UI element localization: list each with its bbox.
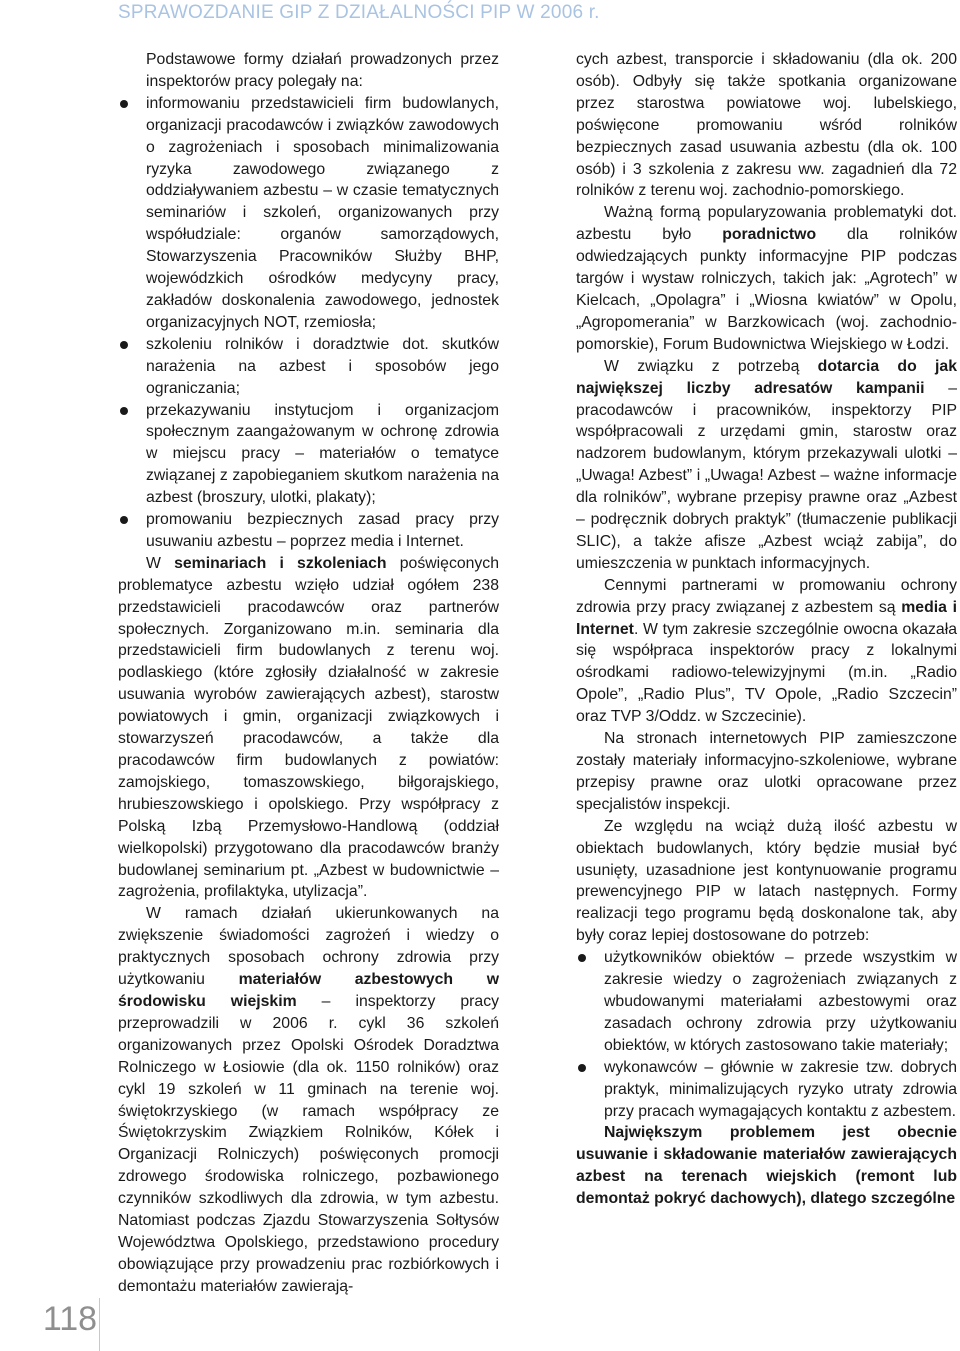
bold-phrase: media i Internet — [576, 598, 957, 638]
advisory-paragraph: Ważną formą popularyzowania problematyki dot. azbestu było poradnictwo dla rolników odwiedzających punkty informacyjne PIP podczas targów i wystaw rolniczych, takich jak: „Agrotech” w Kielcach, „Opolagra” i „Wiosna kwiatów” w Opolu, „Agropomerania” w Barzkowicach (woj. zachodnio-pomorskie), Forum Budownictwa Wiejskiego w Łodzi. — [576, 204, 957, 353]
needs-list — [576, 947, 957, 1122]
page-header: SPRAWOZDANIE GIP Z DZIAŁALNOŚCI PIP W 2006 r. — [118, 2, 600, 23]
page-number: 118 — [42, 1299, 98, 1338]
bold-phrase: materiałów azbestowych w środowisku wiejskim — [118, 971, 499, 1010]
seminars-paragraph: W seminariach i szkoleniach poświęconych problematyce azbestu wzięło udział ogółem 238 przedstawicieli pracodawców oraz partnerów społecznych. Zorganizowano m.in. seminaria dla przedstawicieli firm budowlanych z terenu woj. podlaskiego (które zgłosiły działalność w zakresie usuwania wyrobów zawierających azbest), starostw powiatowych i gmin, organizacji związkowych i stowarzyszeń pracodawców, a także dla pracodawców firm budowlanych z powiatów: zamojskiego, tomaszowskiego, biłgorajskiego, hrubieszowskiego i opolskiego. Przy współpracy z Polską Izbą Przemysłowo-Handlową (oddział wielkopolski) przygotowano dla pracodawców branży budowlanej seminarium pt. „Azbest w budownictwie – zagrożenia, profilaktyka, utylizacja”. — [118, 554, 499, 901]
forms-list — [118, 93, 499, 553]
intro-paragraph: Podstawowe formy działań prowadzonych przez inspektorów pracy polegały na: — [146, 51, 499, 90]
rural-training-paragraph: W ramach działań ukierunkowanych na zwiększenie świadomości zagrożeń i wiedzy o praktycznych sposobach ochrony zdrowia przy użytkowaniu materiałów azbestowych w środowisku wiejskim – inspektorzy pracy przeprowadzili w 2006 r. cykl 36 szkoleń organizowanych przez Opolski Ośrodek Doradztwa Rolniczego w Łosiowie (dla ok. 1150 rolników) oraz cykl 19 szkoleń w 11 gminach na terenie woj. świętokrzyskiego (w ramach współpracy ze Świętokrzyskim Związkiem Rolników, Kółek i Organizacji Rolniczych) poświęconych promocji zdrowego środowiska rolniczego, pozbawionego czynników szkodliwych dla zdrowia, w tym azbestu. Natomiast podczas Zjazdu Stowarzyszenia Sołtysów Województwa Opolskiego, przedstawiono procedury obowiązujące przy prowadzeniu prac rozbiórkowych i demontażu materiałów zawierają- — [118, 905, 499, 1295]
left-column — [118, 49, 499, 1298]
right-column — [576, 49, 957, 1210]
bold-phrase: seminariach i szkoleniach — [174, 554, 387, 572]
list-item: użytkowników obiektów – przede wszystkim w zakresie wiedzy o zagrożeniach związanych z wbudowanymi materiałami azbestowymi oraz zasadach ochrony zdrowia przy użytkowaniu obiektów, w których zastosowano takie materiały; — [576, 947, 957, 1057]
list-item: informowaniu przedstawicieli firm budowlanych, organizacji pracodawców i związków zawodowych o zagrożeniach i sposobach minimalizowania ryzyka zawodowego związanego z oddziaływaniem azbestu – w czasie tematycznych seminariów i szkoleń, organizowanych przy współudziale: organów samorządowych, Stowarzyszenia Pracowników Służby BHP, wojewódzkich ośrodków medycyny pracy, zakładów doskonalenia zawodowego, jednostek organizacyjnych NOT, rzemiosła; — [118, 93, 499, 334]
bold-phrase: dotarcia do jak największej liczby adresatów kampanii — [576, 357, 957, 397]
list-item: szkoleniu rolników i doradztwie dot. skutków narażenia na azbest i sposobów jego ograniczania; — [118, 334, 499, 400]
problem-paragraph — [576, 1122, 957, 1210]
list-item: przekazywaniu instytucjom i organizacjom społecznym zaangażowanym w ochronę zdrowia w miejscu pracy – materiałów o tematyce związanej z zapobieganiem skutkom narażenia na azbest (broszury, ulotki, plakaty); — [118, 400, 499, 510]
bold-phrase: Największym problemem jest obecnie usuwanie i składowanie materiałów zawierających azbest na terenach wiejskich (remont lub demontaż pokryć dachowych), dlatego szczególne — [576, 1124, 957, 1208]
outreach-paragraph: W związku z potrzebą dotarcia do jak największej liczby adresatów kampanii – pracodawców i pracowników, inspektorzy PIP współpracowali z urzędami gmin, starostw oraz nadzorem budowlanym, którym przekazywali ulotki – „Uwaga! Azbest” i „Uwaga! Azbest – ważne informacje dla rolników”, wybrane przepisy prawne oraz „Azbest – podręcznik dobrych praktyk” (tłumaczenie publikacji SLIC), a także afisze „Azbest wciąż zabija”, do umieszczenia w punktach informacyjnych. — [576, 357, 957, 572]
media-paragraph: Cennymi partnerami w promowaniu ochrony zdrowia przy pracy związanej z azbestem są media i Internet. W tym zakresie szczególnie owocna okazała się współpraca inspektorów pracy z lokalnymi ośrodkami radiowo-telewizyjnymi (m.in. „Radio Opole”, „Radio Plus”, TV Opole, „Radio Szczecin” oraz TVP 3/Oddz. w Szczecinie). — [576, 576, 957, 726]
website-paragraph: Na stronach internetowych PIP zamieszczone zostały materiały informacyjno-szkoleniowe, wybrane przepisy prawne oraz ulotki opracowane przez specjalistów inspekcji. — [576, 730, 957, 813]
program-paragraph: Ze względu na wciąż dużą ilość azbestu w obiektach budowlanych, który będzie musiał być usunięty, uzasadnione jest kontynuowanie programu prewencyjnego PIP w latach następnych. Formy realizacji tego programu będą doskonalone tak, aby były coraz lepiej dostosowane do potrzeb: — [576, 817, 957, 945]
list-item: promowaniu bezpiecznych zasad pracy przy usuwaniu azbestu – poprzez media i Internet. — [118, 509, 499, 553]
bold-phrase: poradnictwo — [722, 226, 817, 244]
continued-paragraph: cych azbest, transporcie i składowaniu (dla ok. 200 osób). Odbyły się także spotkania organizowane przez starostwa powiatowe woj. lubelskiego, poświęcone promowaniu wśród rolników bezpiecznych zasad usuwania azbestu (dla ok. 100 osób) i 3 szkolenia z zakresu ww. zagadnień dla 72 rolników z terenu woj. zachodnio-pomorskiego. — [576, 51, 957, 200]
list-item: wykonawców – głównie w zakresie tzw. dobrych praktyk, minimalizujących ryzyko utraty zdrowia przy pracach wymagających kontaktu z azbestem. — [576, 1057, 957, 1123]
